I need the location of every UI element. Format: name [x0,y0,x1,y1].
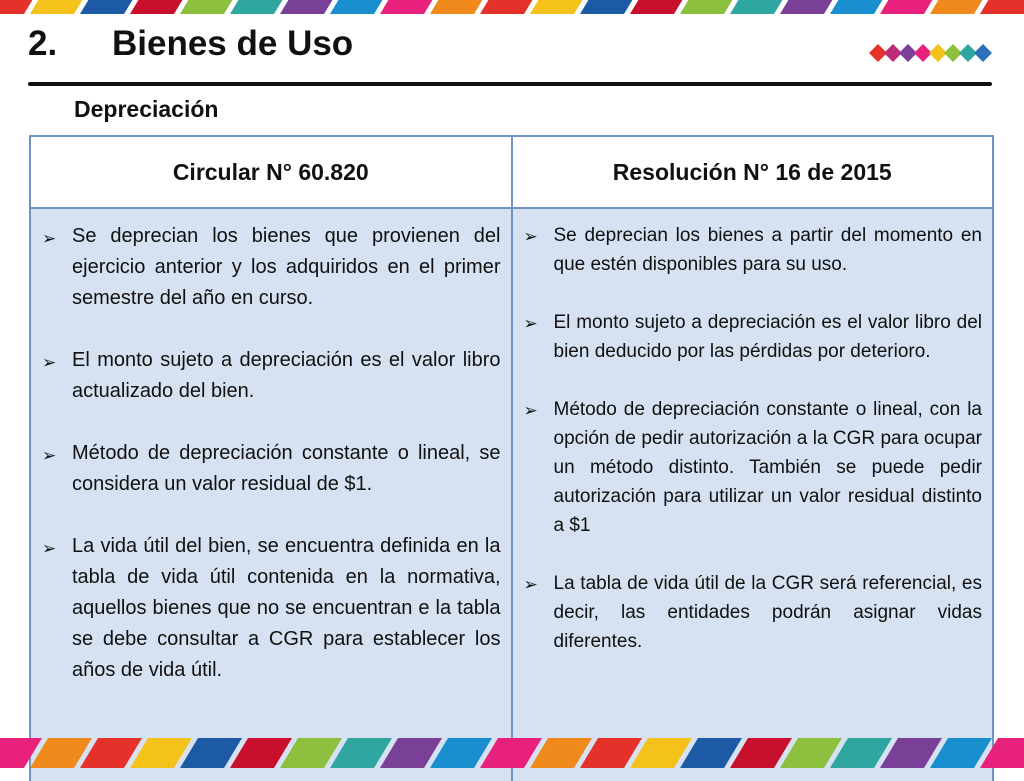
table-body-row [30,208,993,781]
band-segment [280,0,332,14]
band-segment [330,0,382,14]
band-segment [180,738,242,768]
arrow-bullet-icon: ➢ [42,229,57,248]
band-segment [80,0,132,14]
list-item-text: La tabla de vida útil de la CGR será referencial, es decir, las entidades podrán asignar vidas diferentes. [553,573,982,652]
slide-number: 2. [28,24,58,63]
band-segment [430,0,482,14]
table-header-row [30,136,993,208]
list-item-text: Se deprecian los bienes a partir del momento en que estén disponibles para su uso. [553,225,982,275]
list-item [523,308,983,366]
list-item-text: El monto sujeto a depreciación es el valor libro del bien deducido por las pérdidas por deterioro. [553,312,982,362]
band-segment [930,0,982,14]
arrow-bullet-icon: ➢ [523,575,538,594]
list-item [523,569,983,656]
comparison-table [29,135,994,781]
band-segment [80,738,142,768]
band-segment [130,738,192,768]
band-segment [30,0,82,14]
diamond-shape [974,44,992,62]
arrow-bullet-icon: ➢ [42,539,57,558]
list-item [41,345,501,407]
band-segment [230,0,282,14]
arrow-bullet-icon: ➢ [42,353,57,372]
band-segment [880,0,932,14]
band-segment [780,0,832,14]
list-item [41,531,501,686]
list-item [523,395,983,540]
slide-title [28,24,353,64]
section-subtitle: Depreciación [74,96,219,122]
title-divider [28,82,992,86]
arrow-bullet-icon: ➢ [523,401,538,420]
list-item [523,221,983,279]
list-item [41,221,501,314]
column-header-resolucion: Resolución N° 16 de 2015 [512,136,994,208]
arrow-bullet-icon: ➢ [42,446,57,465]
band-segment [680,0,732,14]
list-item-text: El monto sujeto a depreciación es el valor libro actualizado del bien. [72,349,501,402]
band-segment [580,0,632,14]
band-segment [830,0,882,14]
list-item-text: La vida útil del bien, se encuentra definida en la tabla de vida útil contenida en la normativa, aquellos bienes que no se encuentran e la tabla se debe consultar a CGR para establecer los años de vida útil. [72,535,501,681]
top-band-graphic [0,0,1024,14]
arrow-bullet-icon: ➢ [523,227,538,246]
list-item-text: Se deprecian los bienes que provienen del ejercicio anterior y los adquiridos en el primer semestre del año en curso. [72,225,501,309]
bottom-band-graphic [0,738,1024,768]
band-segment [180,0,232,14]
bottom-decorative-band [0,738,1024,768]
band-segment [480,0,532,14]
column-circular-content [30,208,512,781]
list-item-text: Método de depreciación constante o lineal, se considera un valor residual de $1. [72,442,501,495]
column-header-circular: Circular N° 60.820 [30,136,512,208]
band-segment [730,0,782,14]
band-segment [380,0,432,14]
list-item-text: Método de depreciación constante o lineal, con la opción de pedir autorización a la CGR para ocupar un método distinto. También se puede pedir autorización para utilizar un valor residual distinto a $1 [553,399,982,536]
top-decorative-band [0,0,1024,14]
band-segment [130,0,182,14]
band-segment [530,0,582,14]
band-segment [630,0,682,14]
resolucion-bullet-list [523,221,983,656]
list-item [41,438,501,500]
column-resolucion-content [512,208,994,781]
slide-title-text: Bienes de Uso [112,24,354,63]
arrow-bullet-icon: ➢ [523,314,538,333]
diamond-decoration [868,42,994,64]
band-segment [0,0,32,14]
circular-bullet-list [41,221,501,686]
band-segment [980,0,1024,14]
